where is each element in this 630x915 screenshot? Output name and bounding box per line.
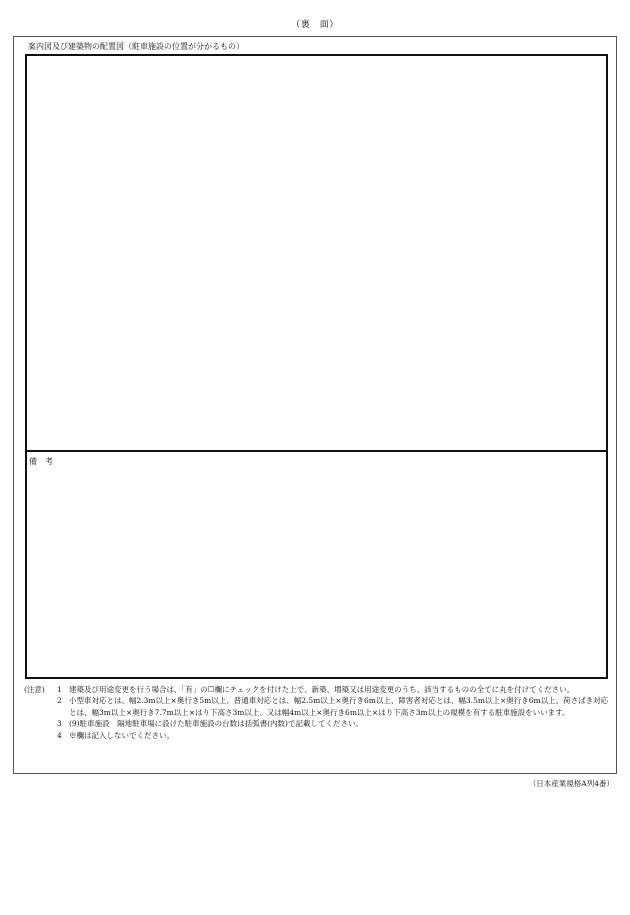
note-text: ※欄は記入しないでください。: [69, 730, 174, 740]
remarks-label: 備 考: [29, 457, 53, 466]
note-number: 2: [57, 696, 62, 706]
map-section-label: 案内図及び建築物の配置図（駐車施設の位置が分かるもの）: [28, 42, 244, 51]
note-item-4: [24, 730, 612, 741]
note-number: 1: [57, 685, 62, 694]
note-number: 3: [57, 719, 62, 729]
note-number: 4: [57, 730, 62, 740]
remarks-area[interactable]: [25, 450, 608, 679]
note-item-1: [24, 684, 612, 695]
map-drawing-area[interactable]: [25, 54, 608, 452]
notes-section: [24, 684, 612, 741]
note-text: (9)駐車施設 隔地駐車場に設けた駐車施設の台数は括弧書(内数)で記載してください。: [69, 719, 363, 729]
note-item-2: [24, 695, 612, 718]
note-text: 小型車対応とは、幅2.3m以上×奥行き5m以上、普通車対応とは、幅2.5m以上×奥行き6m以上、障害者対応とは、幅3.5m以上×奥行き6m以上、荷さばき対応とは、幅3m以上×奥行き7.7m以上×はり下高さ3m以上、又は幅4m以上×奥行き6m以上×はり下高さ3m以上の規模を有する駐車施設をいいます。: [69, 696, 609, 717]
note-item-3: [24, 718, 612, 729]
page-heading: （裏 面）: [291, 20, 339, 30]
note-text: 建築及び用途変更を行う場合は、「有」の☐欄にチェックを付けた上で、新築、増築又は用途変更のうち、該当するものの全てに丸を付けてください。: [69, 685, 575, 694]
paper-standard-label: （日本産業規格A列4番）: [528, 779, 614, 788]
notes-heading: (注意): [24, 685, 45, 694]
